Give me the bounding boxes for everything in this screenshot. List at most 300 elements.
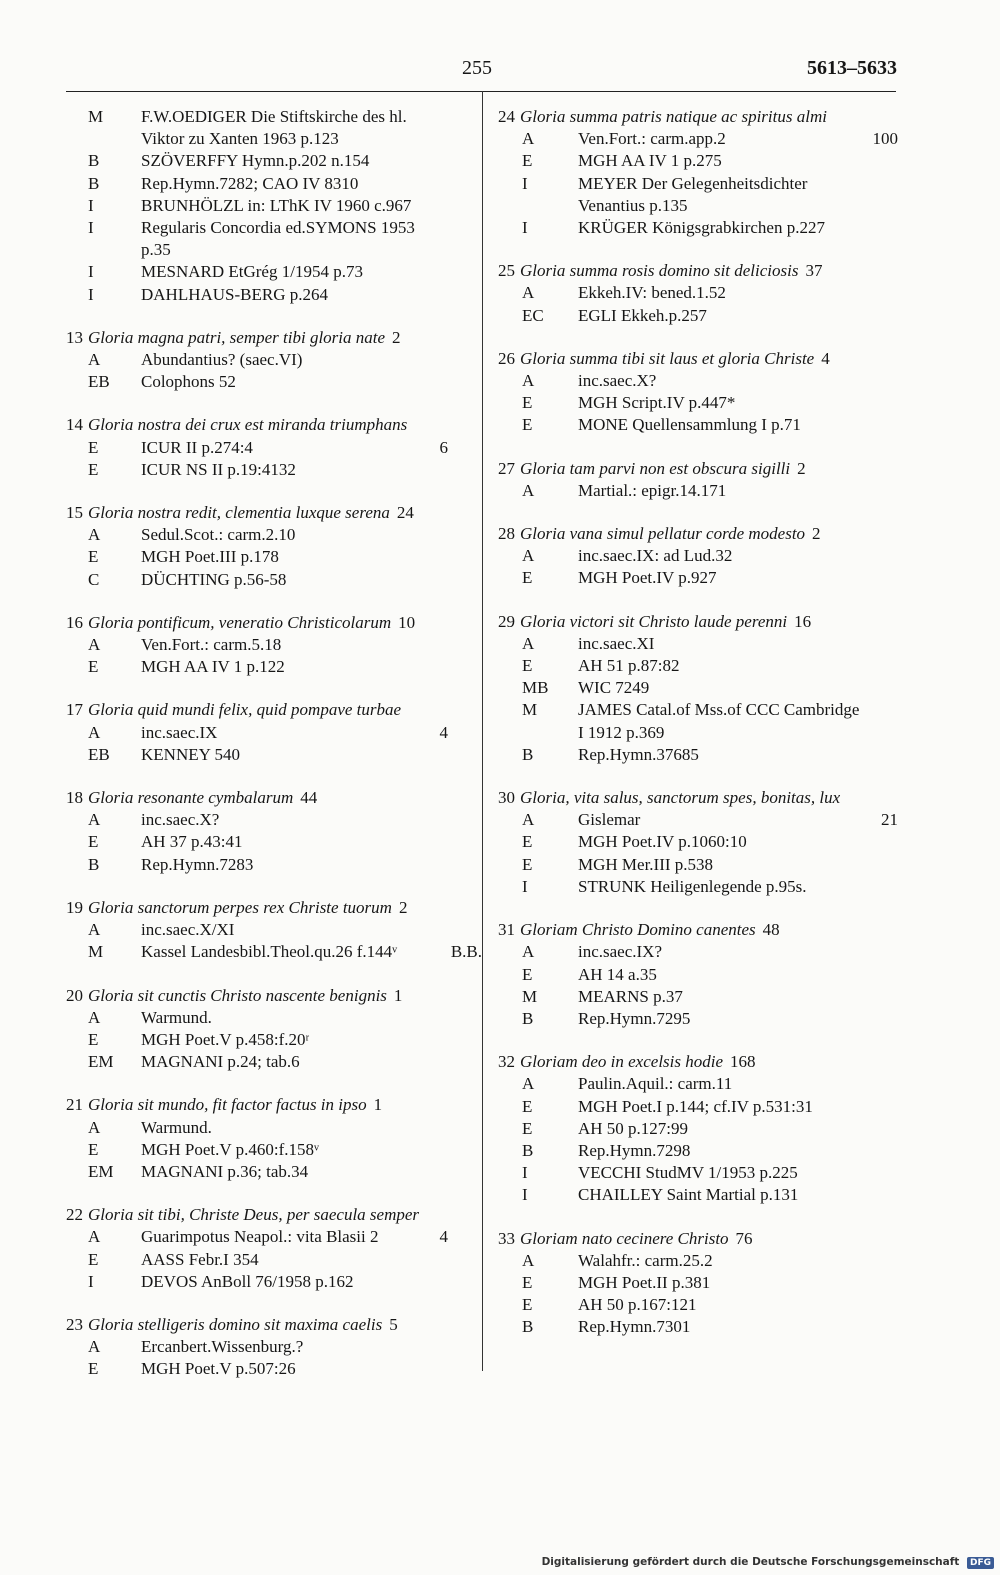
- reference-text: Walahfr.: carm.25.2: [578, 1250, 713, 1270]
- reference-row: [66, 1249, 478, 1271]
- entry-incipit: Gloria summa tibi sit laus et gloria Christe: [520, 348, 815, 368]
- reference-text: F.W.OEDIGER Die Stiftskirche des hl. Viktor zu Xanten 1963 p.123: [141, 107, 407, 149]
- catalog-entry: [66, 612, 478, 679]
- reference-code: EB: [88, 372, 110, 392]
- reference-code: A: [88, 920, 101, 940]
- verse-count: 16: [794, 611, 812, 631]
- reference-text: MESNARD EtGrég 1/1954 p.73: [141, 262, 363, 282]
- reference-code: A: [88, 810, 101, 830]
- reference-code: I: [88, 218, 94, 238]
- reference-code: A: [522, 633, 535, 653]
- reference-code: E: [88, 437, 99, 457]
- catalog-entry: [66, 502, 478, 591]
- verse-count: 37: [805, 261, 823, 281]
- dfg-logo: DFG: [967, 1557, 994, 1569]
- reference-text: Colophons 52: [141, 372, 236, 392]
- catalog-entry: [66, 106, 478, 306]
- reference-row: [66, 722, 478, 744]
- entry-incipit: Gloriam nato cecinere Christo: [520, 1228, 729, 1248]
- reference-code: A: [88, 1337, 101, 1357]
- reference-text: Rep.Hymn.7282; CAO IV 8310: [141, 173, 359, 193]
- entry-number: 32: [498, 1052, 515, 1072]
- entry-number: 16: [66, 612, 83, 632]
- reference-code: B: [522, 744, 534, 764]
- reference-code: B: [88, 173, 100, 193]
- reference-text: inc.saec.IX?: [578, 942, 663, 962]
- verse-count: 44: [300, 788, 318, 808]
- entry-heading: [498, 1051, 898, 1073]
- reference-text: MGH Poet.IV p.1060:10: [578, 832, 747, 852]
- verse-count: 48: [762, 920, 780, 940]
- reference-code: B: [88, 854, 100, 874]
- reference-code: A: [522, 942, 535, 962]
- reference-row: [66, 1226, 478, 1248]
- reference-row: [66, 1051, 478, 1073]
- entry-incipit: Gloria nostra redit, clementia luxque serena: [88, 503, 390, 523]
- reference-text: Rep.Hymn.7283: [141, 854, 254, 874]
- reference-text: SZÖVERFFY Hymn.p.202 n.154: [141, 151, 370, 171]
- reference-text: MGH Poet.I p.144; cf.IV p.531:31: [578, 1096, 813, 1116]
- catalog-entry: [498, 106, 898, 239]
- reference-text: inc.saec.IX: ad Lud.32: [578, 546, 733, 566]
- reference-note: 100: [872, 129, 898, 149]
- footer-text: Digitalisierung gefördert durch die Deutsche Forschungsgemeinschaft: [541, 1556, 960, 1568]
- reference-row: [498, 699, 898, 743]
- reference-code: A: [88, 722, 101, 742]
- reference-row: [66, 371, 478, 393]
- catalog-entry: [66, 897, 482, 964]
- reference-code: E: [88, 1029, 99, 1049]
- catalog-entry: [498, 611, 898, 766]
- reference-code: I: [522, 173, 528, 193]
- reference-row: [66, 1161, 478, 1183]
- entry-incipit: Gloria resonante cymbalarum: [88, 788, 294, 808]
- entry-number: 31: [498, 920, 515, 940]
- page-number: 255: [462, 57, 492, 79]
- reference-code: I: [522, 218, 528, 238]
- reference-row: [498, 1008, 898, 1030]
- reference-row: [66, 106, 478, 150]
- reference-text: JAMES Catal.of Mss.of CCC Cambridge I 1912 p.369: [578, 700, 860, 742]
- reference-text: MGH Poet.II p.381: [578, 1272, 711, 1292]
- reference-row: [498, 545, 898, 567]
- reference-row: [498, 1162, 898, 1184]
- reference-code: C: [88, 569, 100, 589]
- reference-row: [66, 437, 478, 459]
- entry-incipit: Gloria, vita salus, sanctorum spes, bonitas, lux: [520, 788, 841, 808]
- reference-code: E: [522, 964, 533, 984]
- reference-row: [66, 261, 478, 283]
- entry-incipit: Gloria victori sit Christo laude perenni: [520, 611, 788, 631]
- reference-code: E: [88, 832, 99, 852]
- reference-text: STRUNK Heiligenlegende p.95s.: [578, 876, 807, 896]
- reference-row: [66, 941, 482, 963]
- reference-text: WIC 7249: [578, 678, 650, 698]
- entry-heading: [498, 458, 898, 480]
- reference-row: [498, 1096, 898, 1118]
- reference-code: B: [522, 1317, 534, 1337]
- reference-row: [66, 919, 478, 941]
- reference-row: [498, 986, 898, 1008]
- entry-number: 22: [66, 1205, 83, 1225]
- reference-text: Ven.Fort.: carm.5.18: [141, 635, 282, 655]
- reference-code: I: [88, 262, 94, 282]
- reference-text: inc.saec.X?: [141, 810, 220, 830]
- entry-number: 28: [498, 524, 515, 544]
- catalog-entry: [66, 985, 478, 1074]
- entry-number: 23: [66, 1314, 83, 1334]
- reference-text: AH 51 p.87:82: [578, 656, 680, 676]
- verse-count: 1: [393, 985, 403, 1005]
- reference-text: Kassel Landesbibl.Theol.qu.26 f.144ᵛ: [141, 942, 398, 962]
- reference-text: inc.saec.X/XI: [141, 920, 235, 940]
- reference-text: MONE Quellensammlung I p.71: [578, 415, 801, 435]
- reference-text: MGH Script.IV p.447*: [578, 393, 736, 413]
- reference-row: [498, 1316, 898, 1338]
- entry-incipit: Gloriam deo in excelsis hodie: [520, 1052, 724, 1072]
- entry-incipit: Gloria sit cunctis Christo nascente benignis: [88, 985, 387, 1005]
- reference-text: MEARNS p.37: [578, 986, 683, 1006]
- entry-heading: [498, 260, 898, 282]
- reference-row: [498, 1140, 898, 1162]
- reference-row: [66, 1336, 478, 1358]
- entry-incipit: Gloria stelligeris domino sit maxima caelis: [88, 1314, 383, 1334]
- reference-row: [498, 744, 898, 766]
- catalog-entry: [498, 1051, 898, 1206]
- reference-row: [498, 480, 898, 502]
- entry-incipit: Gloria summa rosis domino sit deliciosis: [520, 261, 799, 281]
- reference-row: [66, 150, 478, 172]
- entry-incipit: Gloria vana simul pellatur corde modesto: [520, 524, 806, 544]
- reference-row: [66, 284, 478, 306]
- reference-row: [498, 128, 898, 150]
- reference-code: A: [522, 283, 535, 303]
- reference-code: A: [522, 371, 535, 391]
- reference-row: [498, 282, 898, 304]
- reference-row: [498, 941, 898, 963]
- reference-row: [66, 524, 478, 546]
- entry-incipit: Gloria pontificum, veneratio Christicolarum: [88, 612, 392, 632]
- reference-row: [498, 964, 898, 986]
- reference-text: Warmund.: [141, 1117, 212, 1137]
- reference-row: [498, 1294, 898, 1316]
- reference-row: [498, 414, 898, 436]
- reference-text: MGH Poet.V p.507:26: [141, 1359, 296, 1379]
- catalog-entry: [66, 414, 478, 481]
- reference-row: [66, 546, 478, 568]
- entry-heading: [498, 787, 898, 809]
- entry-heading: [498, 106, 898, 128]
- reference-code: A: [88, 1117, 101, 1137]
- reference-text: Ven.Fort.: carm.app.2: [578, 129, 726, 149]
- reference-code: EB: [88, 744, 110, 764]
- verse-count: 5: [389, 1314, 398, 1334]
- reference-code: EC: [522, 305, 544, 325]
- reference-code: A: [88, 1007, 101, 1027]
- reference-code: E: [522, 854, 533, 874]
- reference-code: A: [522, 1250, 535, 1270]
- reference-row: [498, 567, 898, 589]
- entry-heading: [66, 414, 478, 436]
- reference-code: E: [522, 1272, 533, 1292]
- verse-count: 24: [396, 503, 414, 523]
- entry-heading: [66, 985, 478, 1007]
- reference-code: A: [522, 129, 535, 149]
- reference-row: [498, 677, 898, 699]
- reference-row: [66, 744, 478, 766]
- reference-row: [498, 1118, 898, 1140]
- reference-text: inc.saec.X?: [578, 371, 657, 391]
- reference-code: I: [522, 876, 528, 896]
- reference-code: E: [522, 1096, 533, 1116]
- entry-number: 13: [66, 327, 83, 347]
- entry-incipit: Gloria sanctorum perpes rex Christe tuorum: [88, 897, 392, 917]
- reference-row: [66, 459, 478, 481]
- reference-code: A: [522, 810, 535, 830]
- reference-row: [498, 305, 898, 327]
- catalog-entry: [498, 523, 898, 590]
- reference-code: EM: [88, 1161, 114, 1181]
- reference-note: B.B.: [450, 942, 482, 962]
- reference-text: Rep.Hymn.7295: [578, 1008, 691, 1028]
- reference-row: [498, 173, 898, 217]
- entry-heading: [498, 919, 898, 941]
- reference-code: B: [88, 151, 100, 171]
- reference-code: E: [522, 415, 533, 435]
- entry-number: 26: [498, 348, 515, 368]
- reference-code: E: [522, 1118, 533, 1138]
- entry-incipit: Gloria quid mundi felix, quid pompave turbae: [88, 700, 402, 720]
- reference-text: MGH AA IV 1 p.122: [141, 657, 285, 677]
- reference-text: Martial.: epigr.14.171: [578, 480, 727, 500]
- entry-heading: [498, 1228, 898, 1250]
- reference-text: inc.saec.IX: [141, 722, 218, 742]
- reference-text: Paulin.Aquil.: carm.11: [578, 1074, 733, 1094]
- catalog-entry: [498, 1228, 898, 1339]
- reference-code: M: [522, 986, 538, 1006]
- reference-code: MB: [522, 678, 549, 698]
- reference-row: [498, 1184, 898, 1206]
- catalog-entry: [66, 1094, 478, 1183]
- reference-code: I: [522, 1185, 528, 1205]
- reference-text: Ercanbert.Wissenburg.?: [141, 1337, 304, 1357]
- reference-row: [498, 1272, 898, 1294]
- reference-code: E: [88, 1359, 99, 1379]
- reference-row: [498, 831, 898, 853]
- reference-row: [66, 1007, 478, 1029]
- reference-text: MGH Poet.III p.178: [141, 547, 279, 567]
- reference-row: [498, 854, 898, 876]
- reference-row: [66, 1271, 478, 1293]
- catalog-entry: [66, 787, 478, 876]
- reference-row: [498, 1073, 898, 1095]
- catalog-entry: [498, 260, 898, 327]
- entry-incipit: Gloria sit tibi, Christe Deus, per saecula semper: [88, 1205, 420, 1225]
- reference-text: MAGNANI p.36; tab.34: [141, 1161, 309, 1181]
- reference-code: A: [88, 525, 101, 545]
- catalog-entry: [498, 348, 898, 437]
- entry-incipit: Gloria tam parvi non est obscura sigilli: [520, 458, 791, 478]
- verse-count: 2: [392, 327, 401, 347]
- reference-code: M: [88, 107, 104, 126]
- reference-text: AH 50 p.127:99: [578, 1118, 689, 1138]
- reference-text: inc.saec.XI: [578, 633, 655, 653]
- reference-code: M: [522, 700, 538, 720]
- entry-number: 30: [498, 788, 515, 808]
- reference-code: A: [88, 635, 101, 655]
- reference-code: A: [88, 350, 101, 370]
- reference-row: [498, 370, 898, 392]
- reference-text: Rep.Hymn.7301: [578, 1317, 691, 1337]
- reference-row: [66, 809, 478, 831]
- reference-code: I: [88, 195, 94, 215]
- reference-text: Warmund.: [141, 1007, 212, 1027]
- reference-code: A: [522, 1074, 535, 1094]
- catalog-entry: [498, 919, 898, 1030]
- reference-text: Rep.Hymn.37685: [578, 744, 699, 764]
- entry-heading: [66, 502, 478, 524]
- reference-code: I: [522, 1163, 528, 1183]
- reference-note: 4: [439, 722, 448, 742]
- entry-heading: [66, 1314, 478, 1336]
- reference-text: BRUNHÖLZL in: LThK IV 1960 c.967: [141, 195, 412, 215]
- catalog-entry: [498, 787, 898, 898]
- reference-row: [66, 1139, 478, 1161]
- reference-code: E: [522, 151, 533, 171]
- entry-number: 18: [66, 788, 83, 808]
- reference-code: E: [522, 393, 533, 413]
- entry-incipit: Gloria nostra dei crux est miranda triumphans: [88, 415, 408, 435]
- reference-text: DAHLHAUS-BERG p.264: [141, 284, 328, 304]
- reference-text: MEYER Der Gelegenheitsdichter Venantius p.135: [578, 173, 808, 215]
- verse-count: 2: [812, 524, 821, 544]
- entry-heading: [66, 612, 478, 634]
- verse-count: 168: [730, 1052, 756, 1072]
- reference-row: [66, 1358, 478, 1380]
- verse-count: 4: [821, 348, 830, 368]
- reference-note: 6: [439, 437, 448, 457]
- entry-number: 20: [66, 985, 83, 1005]
- reference-row: [498, 217, 898, 239]
- reference-row: [498, 150, 898, 172]
- reference-note: 21: [881, 810, 898, 830]
- reference-code: E: [88, 1249, 99, 1269]
- reference-text: CHAILLEY Saint Martial p.131: [578, 1185, 799, 1205]
- catalog-entry: [498, 458, 898, 502]
- reference-note: 4: [439, 1227, 448, 1247]
- entry-heading: [66, 787, 478, 809]
- entry-number: 24: [498, 107, 515, 126]
- reference-row: [498, 655, 898, 677]
- reference-code: A: [522, 546, 535, 566]
- reference-row: [66, 349, 478, 371]
- reference-text: AH 37 p.43:41: [141, 832, 243, 852]
- reference-code: A: [88, 1227, 101, 1247]
- entry-heading: [498, 348, 898, 370]
- reference-code: B: [522, 1008, 534, 1028]
- entry-number: 29: [498, 611, 515, 631]
- column-divider: [482, 91, 483, 1371]
- reference-row: [66, 173, 478, 195]
- reference-text: Rep.Hymn.7298: [578, 1140, 691, 1160]
- reference-text: Regularis Concordia ed.SYMONS 1953 p.35: [141, 218, 415, 260]
- reference-text: Abundantius? (saec.VI): [141, 350, 303, 370]
- reference-text: EGLI Ekkeh.p.257: [578, 305, 707, 325]
- reference-text: AASS Febr.I 354: [141, 1249, 259, 1269]
- reference-row: [66, 195, 478, 217]
- entry-number: 33: [498, 1228, 515, 1248]
- entry-heading: [498, 523, 898, 545]
- entry-number: 25: [498, 261, 515, 281]
- reference-text: MGH Mer.III p.538: [578, 854, 714, 874]
- reference-row: [66, 569, 478, 591]
- reference-code: E: [88, 657, 99, 677]
- reference-code: I: [88, 1271, 94, 1291]
- reference-row: [66, 1029, 478, 1051]
- reference-text: MGH Poet.V p.460:f.158ᵛ: [141, 1139, 319, 1159]
- reference-code: E: [522, 1295, 533, 1315]
- entry-number: 27: [498, 458, 515, 478]
- entry-incipit: Gloria magna patri, semper tibi gloria nate: [88, 327, 386, 347]
- reference-row: [66, 854, 478, 876]
- reference-text: AH 14 a.35: [578, 964, 657, 984]
- entry-number: 14: [66, 415, 83, 435]
- reference-row: [66, 656, 478, 678]
- entry-heading: [66, 327, 478, 349]
- reference-code: E: [522, 832, 533, 852]
- header-rule: [66, 91, 896, 92]
- left-column: [66, 106, 482, 1402]
- entry-heading: [66, 1094, 478, 1116]
- reference-row: [498, 1250, 898, 1272]
- entry-heading: [66, 699, 478, 721]
- entry-incipit: Gloria sit mundo, fit factor factus in ipso: [88, 1095, 367, 1115]
- entry-number: 17: [66, 700, 83, 720]
- reference-text: DEVOS AnBoll 76/1958 p.162: [141, 1271, 354, 1291]
- reference-text: Ekkeh.IV: bened.1.52: [578, 283, 726, 303]
- reference-row: [66, 217, 478, 261]
- reference-text: MGH Poet.V p.458:f.20ʳ: [141, 1029, 310, 1049]
- catalog-entry: [66, 1314, 478, 1381]
- entry-incipit: Gloriam Christo Domino canentes: [520, 920, 756, 940]
- reference-text: MAGNANI p.24; tab.6: [141, 1052, 300, 1072]
- verse-count: 2: [797, 458, 806, 478]
- entry-number: 21: [66, 1095, 83, 1115]
- reference-text: MGH Poet.IV p.927: [578, 568, 717, 588]
- entry-heading: [66, 1204, 478, 1226]
- reference-code: E: [88, 459, 99, 479]
- reference-row: [66, 634, 478, 656]
- verse-count: 2: [398, 897, 408, 917]
- reference-row: [498, 392, 898, 414]
- entry-number: 19: [66, 897, 83, 917]
- reference-row: [498, 633, 898, 655]
- reference-row: [498, 876, 898, 898]
- reference-row: [66, 831, 478, 853]
- reference-text: AH 50 p.167:121: [578, 1295, 697, 1315]
- entry-incipit: Gloria summa patris natique ac spiritus almi: [520, 107, 827, 126]
- reference-code: E: [88, 547, 99, 567]
- entry-range: 5613–5633: [807, 57, 897, 79]
- reference-code: B: [522, 1140, 534, 1160]
- reference-text: VECCHI StudMV 1/1953 p.225: [578, 1163, 798, 1183]
- reference-text: KRÜGER Königsgrabkirchen p.227: [578, 218, 825, 238]
- reference-text: KENNEY 540: [141, 744, 240, 764]
- reference-code: E: [88, 1139, 99, 1159]
- catalog-entry: [66, 699, 478, 766]
- reference-code: A: [522, 480, 535, 500]
- catalog-entry: [66, 327, 478, 394]
